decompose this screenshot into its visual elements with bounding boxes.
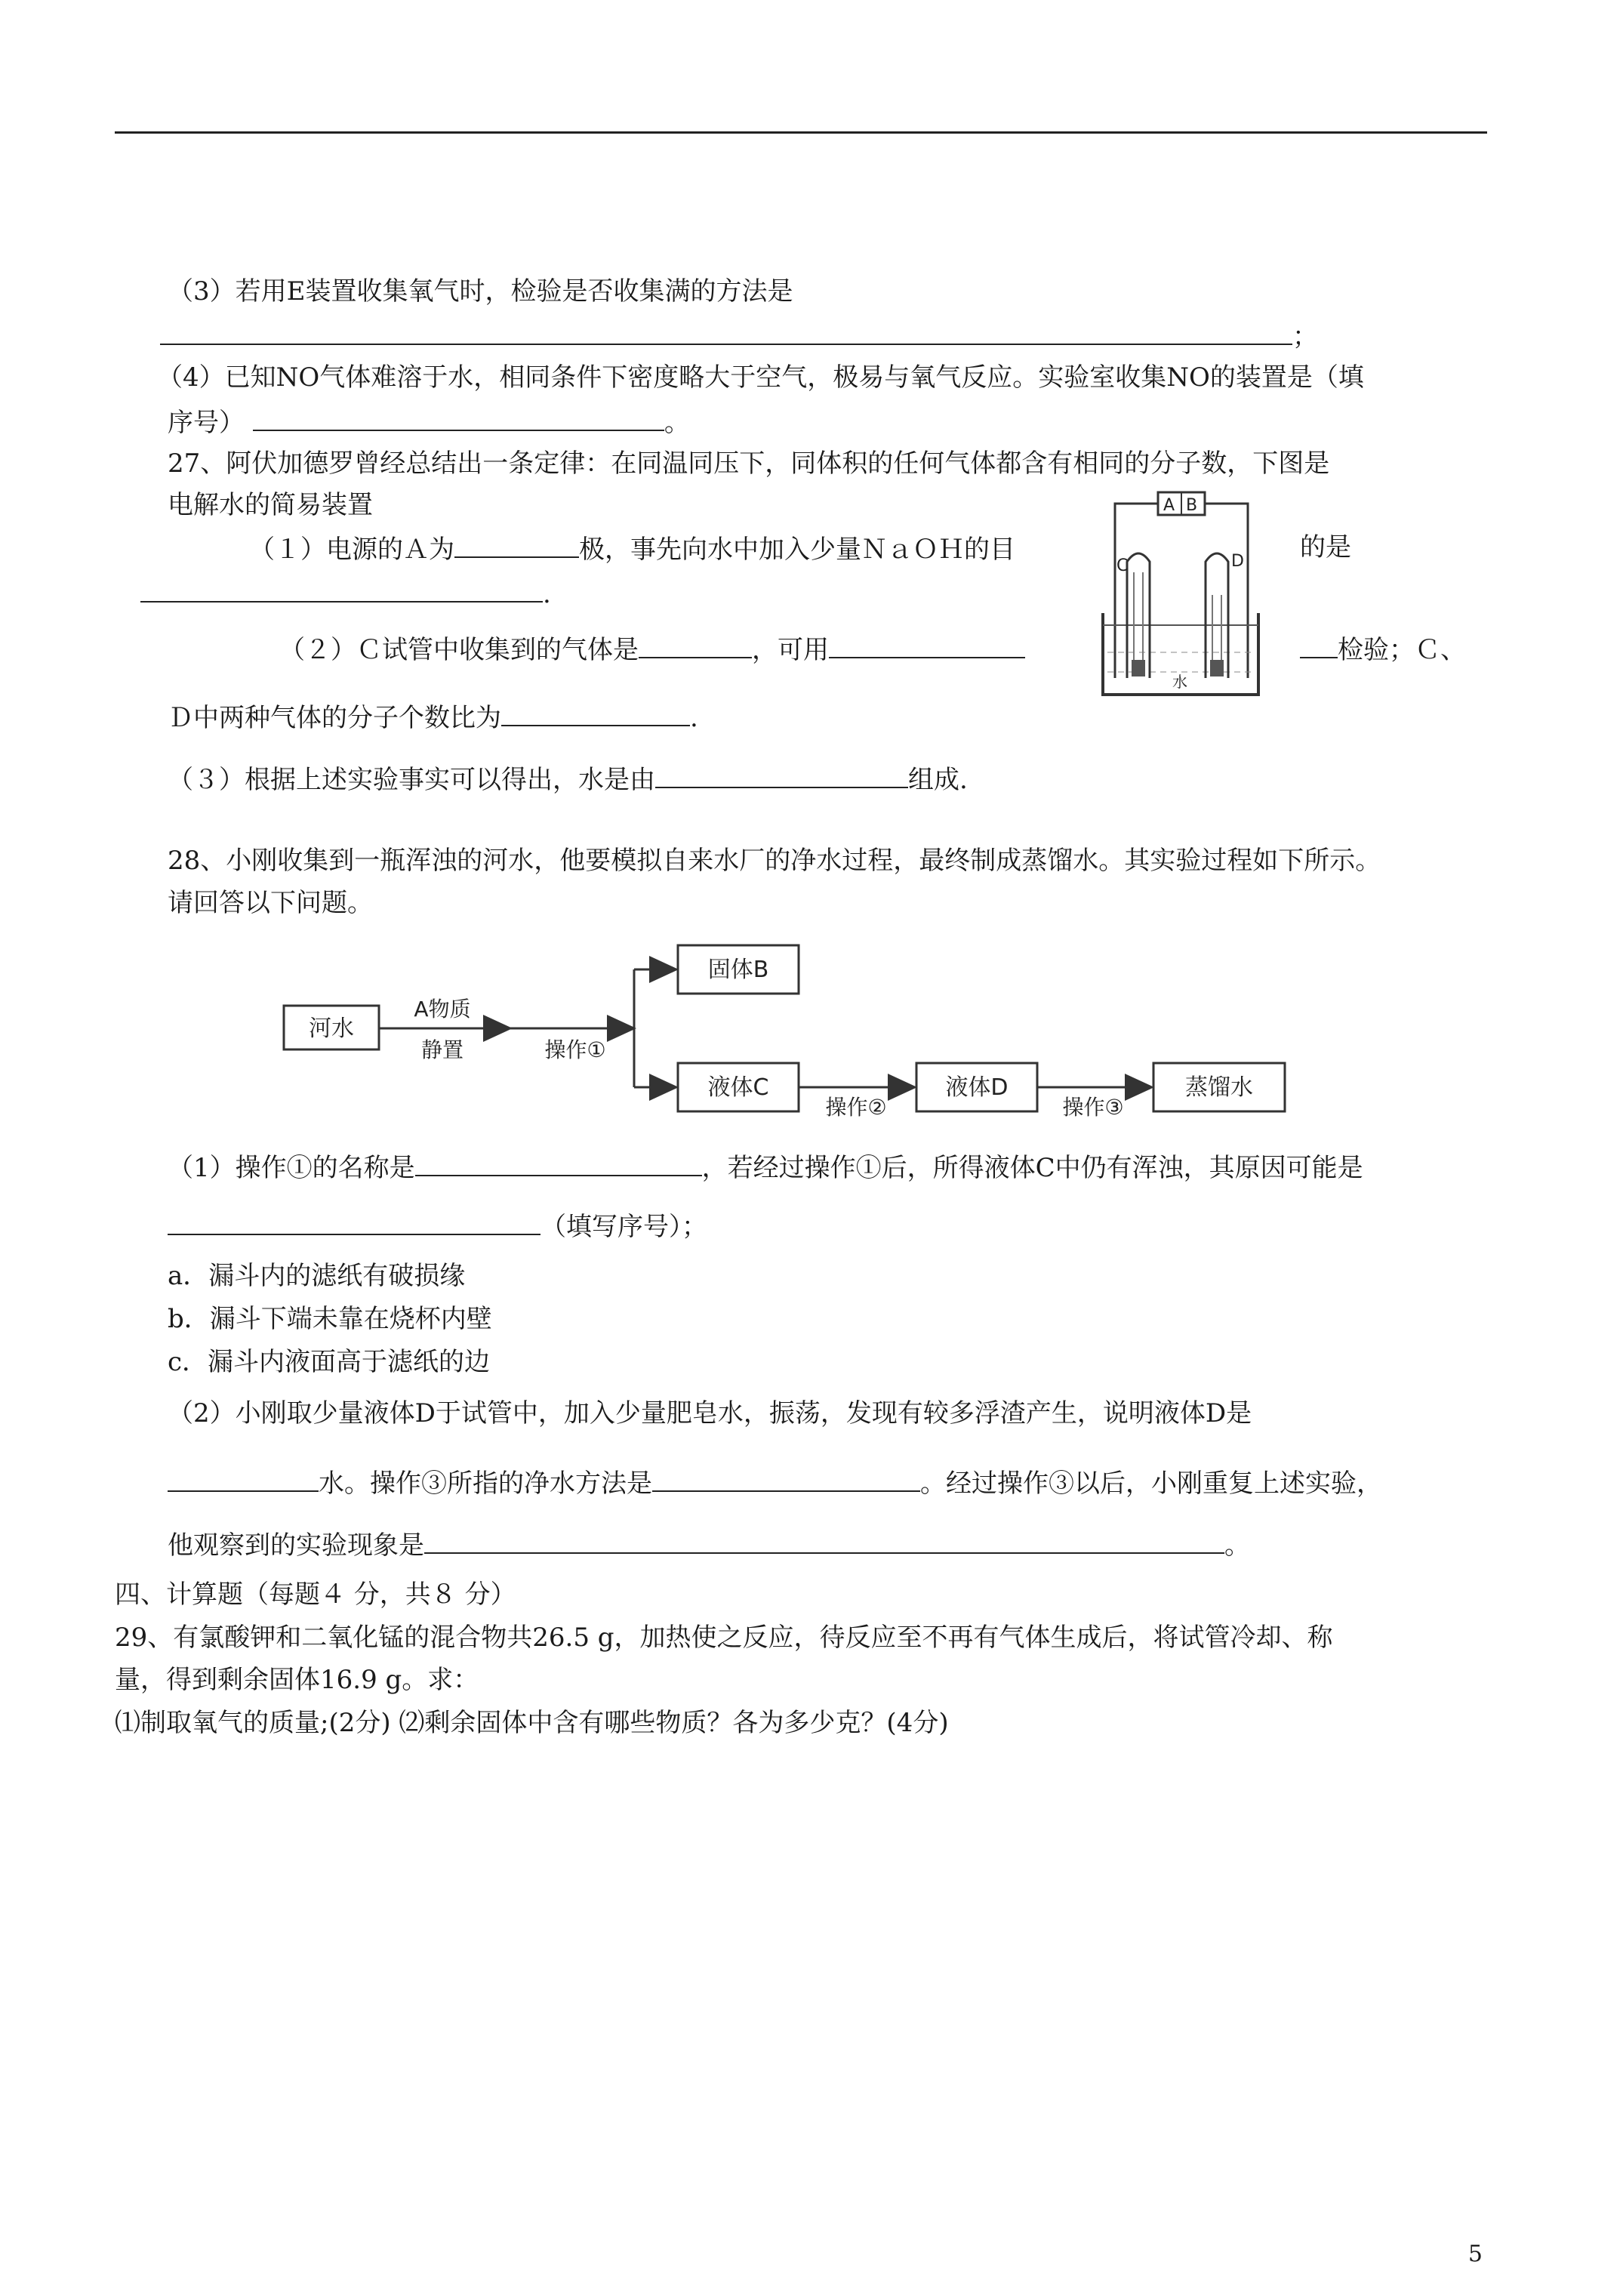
- page-number: 5: [1467, 2241, 1483, 2267]
- q27-intro-line1: 27、阿伏加德罗曾经总结出一条定律：在同温同压下，同体积的任何气体都含有相同的分子数，下图是: [168, 448, 1330, 479]
- q28-part1-line2: （填写序号）；: [168, 1208, 707, 1244]
- q29-line2: 量，得到剩余固体16.9 g。求：: [115, 1665, 479, 1695]
- box-liquid-c: 液体C: [707, 1074, 769, 1101]
- q28-part1-line1: （1）操作①的名称是 ，若经过操作①后，所得液体C中仍有浑浊，其原因可能是: [168, 1149, 1363, 1185]
- answer-blank[interactable]: [639, 631, 752, 658]
- water-purification-flowchart: [279, 933, 1298, 1122]
- answer-blank[interactable]: [140, 575, 543, 603]
- arrow-label-op3: 操作③: [1062, 1095, 1124, 1120]
- box-liquid-d: 液体D: [945, 1074, 1009, 1101]
- answer-blank[interactable]: [829, 631, 1025, 658]
- label-water: 水: [1172, 673, 1187, 691]
- label-a: A: [1163, 496, 1175, 515]
- q28-option-c: c．漏斗内液面高于滤纸的边: [168, 1347, 491, 1377]
- section4-heading: 四、计算题（每题４ 分，共８ 分）: [115, 1579, 516, 1610]
- q27-part2-line2: Ｄ中两种气体的分子个数比为 .: [168, 699, 698, 735]
- q28-part2-line3: 他观察到的实验现象是 。: [168, 1527, 1250, 1562]
- q27-part1-line2: .: [140, 575, 551, 611]
- q28-part2-line1: （2）小刚取少量液体D于试管中，加入少量肥皂水，振荡，发现有较多浮渣产生，说明液体D是: [168, 1398, 1252, 1428]
- answer-blank[interactable]: [501, 699, 690, 726]
- box-river-water: 河水: [309, 1015, 354, 1042]
- q27-part2-suffix: 检验；Ｃ、: [1300, 631, 1466, 667]
- answer-blank[interactable]: [415, 1149, 702, 1176]
- q28-option-a: a．漏斗内的滤纸有破损缘: [168, 1261, 466, 1291]
- answer-blank[interactable]: [253, 404, 664, 431]
- box-distilled-water: 蒸馏水: [1185, 1074, 1253, 1101]
- q27-part2-line1: （２）Ｃ试管中收集到的气体是 ，可用: [279, 631, 1025, 667]
- q27-part1-line1: （１）电源的Ａ为 极，事先向水中加入少量ＮａＯＨ的目: [249, 531, 1015, 566]
- arrow-label-a-substance: A物质: [414, 997, 471, 1022]
- answer-blank[interactable]: [1300, 631, 1338, 658]
- box-solid-b: 固体B: [707, 957, 769, 983]
- header-rule: [115, 131, 1487, 134]
- answer-blank[interactable]: [168, 1465, 319, 1492]
- q28-part2-line2: 水。操作③所指的净水方法是 。经过操作③以后，小刚重复上述实验，: [168, 1465, 1382, 1500]
- q29-line1: 29、有氯酸钾和二氧化锰的混合物共26.5 g，加热使之反应，待反应至不再有气体生成后，将试管冷却、称: [115, 1623, 1333, 1653]
- q28-intro-line1: 28、小刚收集到一瓶浑浊的河水，他要模拟自来水厂的净水过程，最终制成蒸馏水。其实验过程如下所示。: [168, 846, 1381, 876]
- answer-blank[interactable]: [424, 1527, 1224, 1554]
- label-d: D: [1231, 552, 1244, 571]
- q26-part4-line1: （4）已知NO气体难溶于水，相同条件下密度略大于空气，极易与氧气反应。实验室收集NO的装置是（填: [157, 362, 1364, 393]
- q26-part3-question: （3）若用E装置收集氧气时，检验是否收集满的方法是: [168, 276, 793, 307]
- arrow-label-settle: 静置: [420, 1037, 464, 1062]
- answer-blank[interactable]: [160, 318, 1292, 345]
- q27-part1-suffix: 的是: [1300, 532, 1351, 562]
- q27-part3: （３）根据上述实验事实可以得出，水是由 组成.: [168, 761, 968, 797]
- q28-option-b: b．漏斗下端未靠在烧杯内壁: [168, 1304, 492, 1334]
- answer-blank[interactable]: [655, 761, 908, 788]
- arrow-label-op1: 操作①: [544, 1037, 606, 1062]
- q26-part4-line2: 序号） 。: [168, 404, 690, 439]
- label-b: B: [1186, 496, 1198, 515]
- q28-intro-line2: 请回答以下问题。: [168, 888, 373, 918]
- answer-blank[interactable]: [454, 531, 579, 558]
- q27-intro-line2: 电解水的简易装置: [168, 490, 373, 520]
- q29-line3: ⑴制取氧气的质量;(2分) ⑵剩余固体中含有哪些物质？各为多少克？(4分): [115, 1708, 949, 1738]
- q26-part3-answer-line: ；: [160, 318, 1318, 353]
- arrow-label-op2: 操作②: [825, 1095, 887, 1120]
- electrolysis-apparatus-figure: [1098, 489, 1272, 698]
- answer-blank[interactable]: [652, 1465, 920, 1492]
- answer-blank[interactable]: [168, 1208, 540, 1235]
- label-c: C: [1116, 556, 1129, 575]
